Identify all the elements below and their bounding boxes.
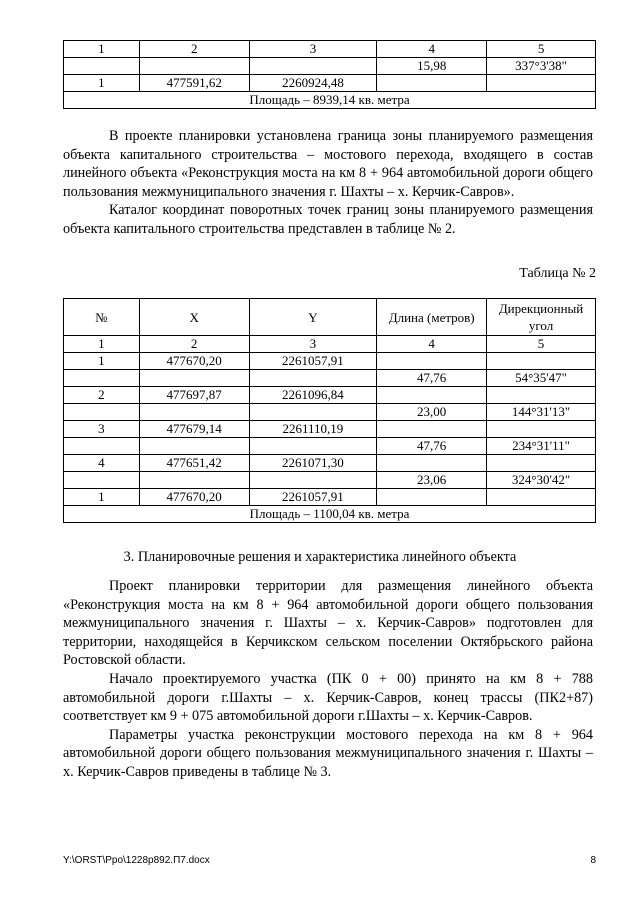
table-row <box>64 336 596 353</box>
table-header-row <box>64 299 596 336</box>
table-cell: 2 <box>139 336 249 353</box>
segment-length: 23,06 <box>377 472 487 489</box>
text-block-1 <box>63 127 593 239</box>
point-y: 2261057,91 <box>249 353 377 370</box>
point-number: 4 <box>64 455 140 472</box>
table-cell: 1 <box>64 336 140 353</box>
paragraph: Каталог координат поворотных точек границ зоны планируемого размещения объекта капитального строительства представлен в таблице № 2. <box>63 202 593 237</box>
segment-angle: 144°31'13" <box>487 404 596 421</box>
point-number: 2 <box>64 387 140 404</box>
point-number: 1 <box>64 353 140 370</box>
header-length: Длина (метров) <box>377 299 487 336</box>
point-x: 477670,20 <box>139 353 249 370</box>
table-cell: 4 <box>377 336 487 353</box>
header-n: № <box>64 299 140 336</box>
table-cell: 3 <box>249 41 377 58</box>
footer-page-number: 8 <box>590 855 596 866</box>
point-y: 2260924,48 <box>249 75 377 92</box>
point-x: 477651,42 <box>139 455 249 472</box>
segment-angle: 337°3'38" <box>487 58 596 75</box>
segment-angle: 324°30'42" <box>487 472 596 489</box>
paragraph: В проекте планировки установлена граница зоны планируемого размещения объекта капитального строительства – мостового перехода, входящего в состав линейного объекта «Реконструкция моста на км 8 + 964 автомобильной дороги общего пользования межмуниципального значения г. Шахты – х. Керчик-Савров». <box>63 128 593 200</box>
point-x: 477697,87 <box>139 387 249 404</box>
point-y: 2261096,84 <box>249 387 377 404</box>
table-1 <box>63 40 596 109</box>
table-cell: 2 <box>139 41 249 58</box>
point-x: 477670,20 <box>139 489 249 506</box>
section-heading: 3. Планировочные решения и характеристика линейного объекта <box>123 549 517 565</box>
area-total: Площадь – 8939,14 кв. метра <box>64 92 596 109</box>
table-row <box>64 421 596 438</box>
point-number: 1 <box>64 489 140 506</box>
table-row <box>64 455 596 472</box>
footer-file-path: Y:\ORST\Ppo\1228p892.П7.docx <box>63 855 210 866</box>
table-cell: 1 <box>64 41 140 58</box>
table-row <box>64 472 596 489</box>
point-y: 2261110,19 <box>249 421 377 438</box>
table-row <box>64 404 596 421</box>
segment-length: 47,76 <box>377 370 487 387</box>
paragraph: Проект планировки территории для размещения линейного объекта «Реконструкция моста на км 8 + 964 автомобильной дороги общего пользования межмуниципального значения г. Шахты – х. Керчик-Савров» подготовлен для территории, находящейся в Керчикском сельском поселении Октябрьского района Ростовской области. <box>63 578 593 669</box>
table-row <box>64 353 596 370</box>
text-block-2 <box>63 577 593 782</box>
segment-length: 47,76 <box>377 438 487 455</box>
table-row <box>64 75 596 92</box>
point-number: 3 <box>64 421 140 438</box>
table-cell: 4 <box>377 41 487 58</box>
paragraph: Начало проектируемого участка (ПК 0 + 00) принято на км 8 + 788 автомобильной дороги г.Шахты – х. Керчик-Савров, конец трассы (ПК2+87) соответствует км 9 + 075 автомобильной дороги г.Шахты – х. Керчик-Савров. <box>63 670 593 725</box>
segment-angle: 54°35'47" <box>487 370 596 387</box>
table-row <box>64 506 596 523</box>
header-x: X <box>139 299 249 336</box>
point-number: 1 <box>64 75 140 92</box>
segment-length: 23,00 <box>377 404 487 421</box>
table-row <box>64 489 596 506</box>
segment-angle: 234°31'11" <box>487 438 596 455</box>
point-y: 2261057,91 <box>249 489 377 506</box>
point-x: 477679,14 <box>139 421 249 438</box>
table-cell: 5 <box>487 336 596 353</box>
paragraph: Параметры участка реконструкции мостового перехода на км 8 + 964 автомобильной дороги общего пользования межмуниципального значения г. Шахты – х. Керчик-Савров приведены в таблице № 3. <box>63 726 593 780</box>
table-cell: 5 <box>487 41 596 58</box>
table-row <box>64 387 596 404</box>
table-2 <box>63 298 596 523</box>
header-angle: Дирекционный угол <box>487 299 596 336</box>
segment-length: 15,98 <box>377 58 487 75</box>
table-cell: 3 <box>249 336 377 353</box>
table-row <box>64 58 596 75</box>
header-y: Y <box>249 299 377 336</box>
table-row <box>64 438 596 455</box>
point-y: 2261071,30 <box>249 455 377 472</box>
table-row <box>64 370 596 387</box>
area-total: Площадь – 1100,04 кв. метра <box>64 506 596 523</box>
table-row <box>64 92 596 109</box>
table-2-caption: Таблица № 2 <box>519 266 596 281</box>
table-row <box>64 41 596 58</box>
point-x: 477591,62 <box>139 75 249 92</box>
